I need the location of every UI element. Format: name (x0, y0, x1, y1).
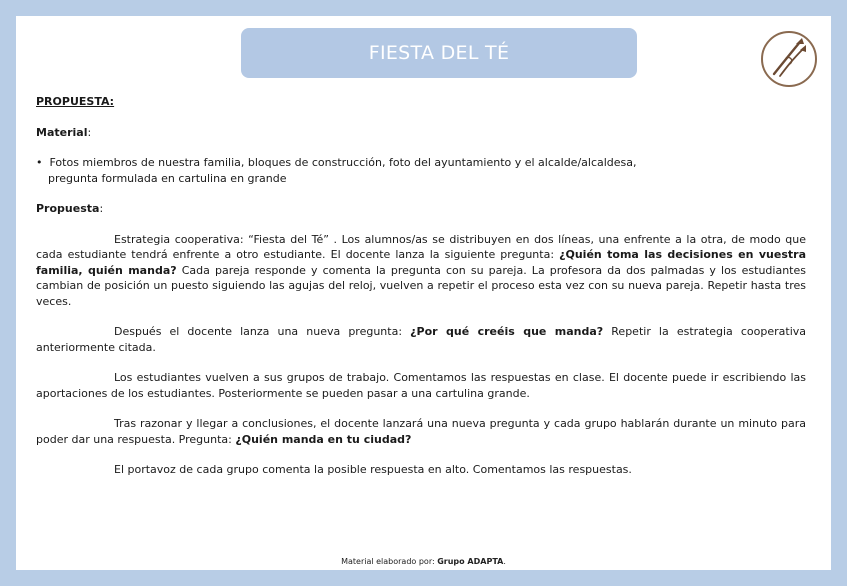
material-label: Material: (36, 125, 92, 139)
paragraph-3: Los estudiantes vuelven a sus grupos de trabajo. Comentamos las respuestas en clase. El docente puede ir escribiendo las aportaciones de los estudiantes. Posteriormente se pueden pasar a una cartulina grande. (36, 371, 806, 400)
footer-credit: Material elaborado por: Grupo ADAPTA. (341, 557, 506, 566)
propuesta-label: Propuesta: (36, 202, 104, 215)
paragraph-1: Estrategia cooperativa: “Fiesta del Té” . Los alumnos/as se distribuyen en dos líneas, una enfrente a la otra, de modo que cada estudiante tendrá enfrente a otro estudiante. El docente lanza la siguiente pregunta: ¿Quién toma las decisiones en vuestra familia, quién manda? Cada pareja responde y comenta la pregunta con su pareja. La profesora da dos palmadas y los estudiantes cambian de posición un puesto siguiendo las agujas del reloj, vuelven a repetir el proceso esta vez con su nueva pareja. Repetir hasta tres veces. (36, 232, 806, 308)
paintbrush-logo-icon (760, 30, 818, 88)
document-page (16, 16, 831, 570)
section-heading: PROPUESTA: (36, 95, 115, 108)
paragraph-5: El portavoz de cada grupo comenta la posible respuesta en alto. Comentamos las respuestas. (114, 463, 632, 476)
title-banner (241, 28, 637, 78)
paragraph-2: Después el docente lanza una nueva pregunta: ¿Por qué creéis que manda? Repetir la estrategia cooperativa anteriormente citada. (36, 325, 806, 354)
material-list-item: • Fotos miembros de nuestra familia, bloques de construcción, foto del ayuntamiento y el alcalde/alcaldesa, pregunta formulada en cartulina en grande (36, 156, 637, 185)
page-title: FIESTA DEL TÉ (368, 42, 510, 64)
paragraph-4: Tras razonar y llegar a conclusiones, el docente lanzará una nueva pregunta y cada grupo hablarán durante un minuto para poder dar una respuesta. Pregunta: ¿Quién manda en tu ciudad? (36, 417, 806, 446)
document-body (36, 94, 806, 493)
